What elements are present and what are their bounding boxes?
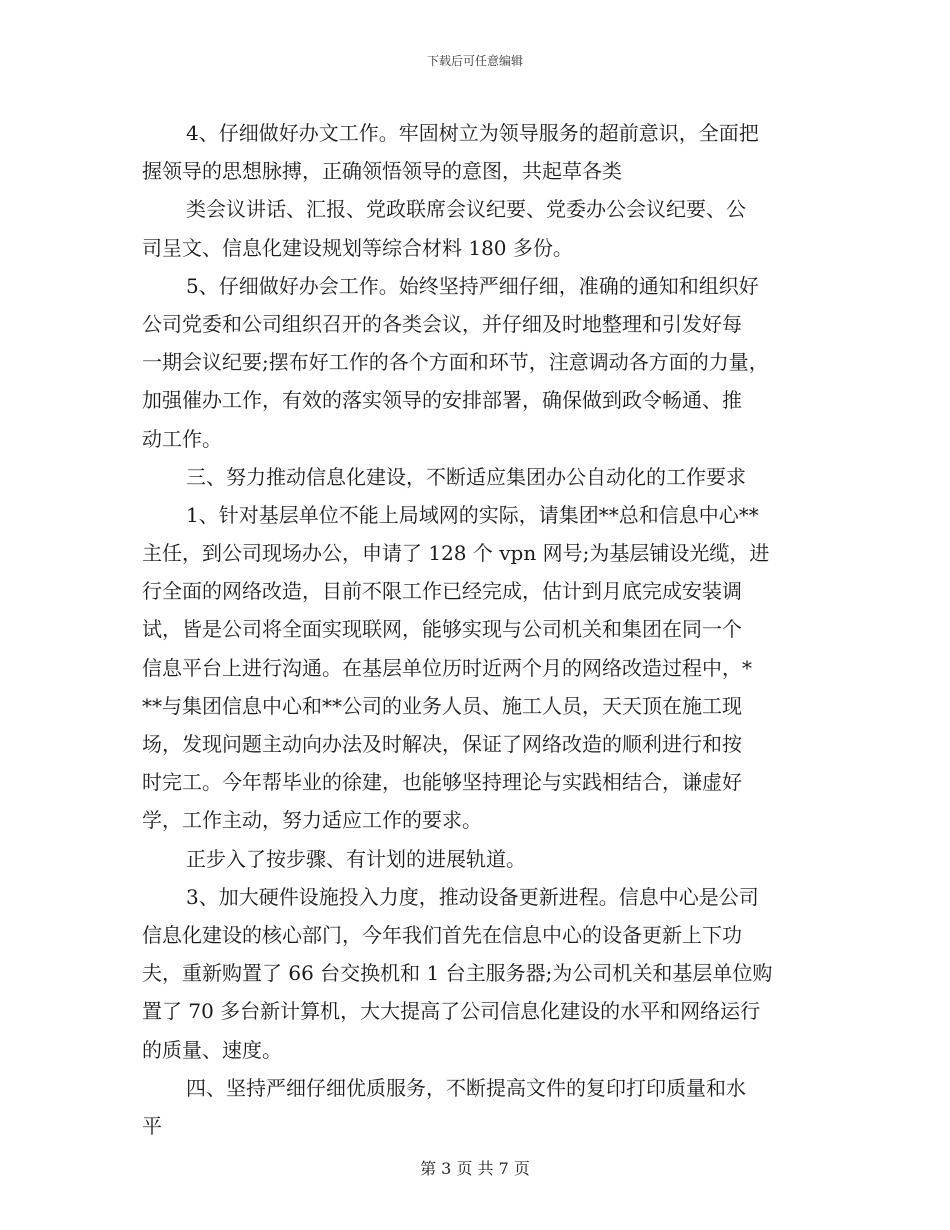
page-header: 下载后可任意编辑	[426, 54, 523, 68]
text-line: 三、努力推动信息化建设，不断适应集团办公自动化的工作要求	[186, 464, 746, 489]
text-line: 夫，重新购置了 66 台交换机和 1 台主服务器;为公司机关和基层单位购	[142, 961, 773, 986]
text-line: 类会议讲话、汇报、党政联席会议纪要、党委办公会议纪要、公	[186, 197, 746, 222]
text-line: 的质量、速度。	[142, 1037, 282, 1062]
text-line: 置了 70 多台新计算机，大大提高了公司信息化建设的水平和网络运行	[142, 999, 761, 1024]
text-line: **与集团信息中心和**公司的业务人员、施工人员，天天顶在施工现	[142, 693, 742, 718]
text-line: 学，工作主动，努力适应工作的要求。	[142, 808, 482, 833]
text-line: 正步入了按步骤、有计划的进展轨道。	[186, 846, 526, 871]
text-line: 时完工。今年帮毕业的徐建，也能够坚持理论与实践相结合，谦虚好	[142, 770, 742, 795]
text-line: 四、坚持严细仔细优质服务，不断提高文件的复印打印质量和水	[186, 1075, 746, 1100]
document-body	[142, 114, 810, 1145]
text-line: 行全面的网络改造，目前不限工作已经完成，估计到月底完成安装调	[142, 579, 742, 604]
text-line: 1、针对基层单位不能上局域网的实际，请集团**总和信息中心**	[186, 502, 759, 527]
page-footer: 第 3 页 共 7 页	[420, 1159, 530, 1178]
text-line: 平	[142, 1113, 162, 1138]
text-line: 加强催办工作，有效的落实领导的安排部署，确保做到政令畅通、推	[142, 388, 742, 413]
text-line: 5、仔细做好办会工作。始终坚持严细仔细，准确的通知和组织好	[186, 273, 759, 298]
text-line: 握领导的思想脉搏，正确领悟领导的意图，共起草各类	[142, 159, 622, 184]
text-line: 场，发现问题主动向办法及时解决，保证了网络改造的顺利进行和按	[142, 732, 742, 756]
text-line: 信息平台上进行沟通。在基层单位历时近两个月的网络改造过程中，*	[142, 655, 752, 680]
text-line: 动工作。	[142, 426, 222, 451]
text-line: 3、加大硬件设施投入力度，推动设备更新进程。信息中心是公司	[186, 884, 759, 909]
text-line: 主任，到公司现场办公，申请了 128 个 vpn 网号;为基层铺设光缆，进	[142, 541, 770, 566]
text-line: 公司党委和公司组织召开的各类会议，并仔细及时地整理和引发好每	[142, 311, 742, 336]
text-line: 司呈文、信息化建设规划等综合材料 180 多份。	[142, 235, 573, 260]
text-line: 4、仔细做好办文工作。牢固树立为领导服务的超前意识，全面把	[186, 121, 759, 145]
text-line: 一期会议纪要;摆布好工作的各个方面和环节，注意调动各方面的力量，	[142, 350, 769, 375]
text-line: 信息化建设的核心部门，今年我们首先在信息中心的设备更新上下功	[142, 922, 742, 947]
text-line: 试，皆是公司将全面实现联网，能够实现与公司机关和集团在同一个	[142, 617, 742, 642]
